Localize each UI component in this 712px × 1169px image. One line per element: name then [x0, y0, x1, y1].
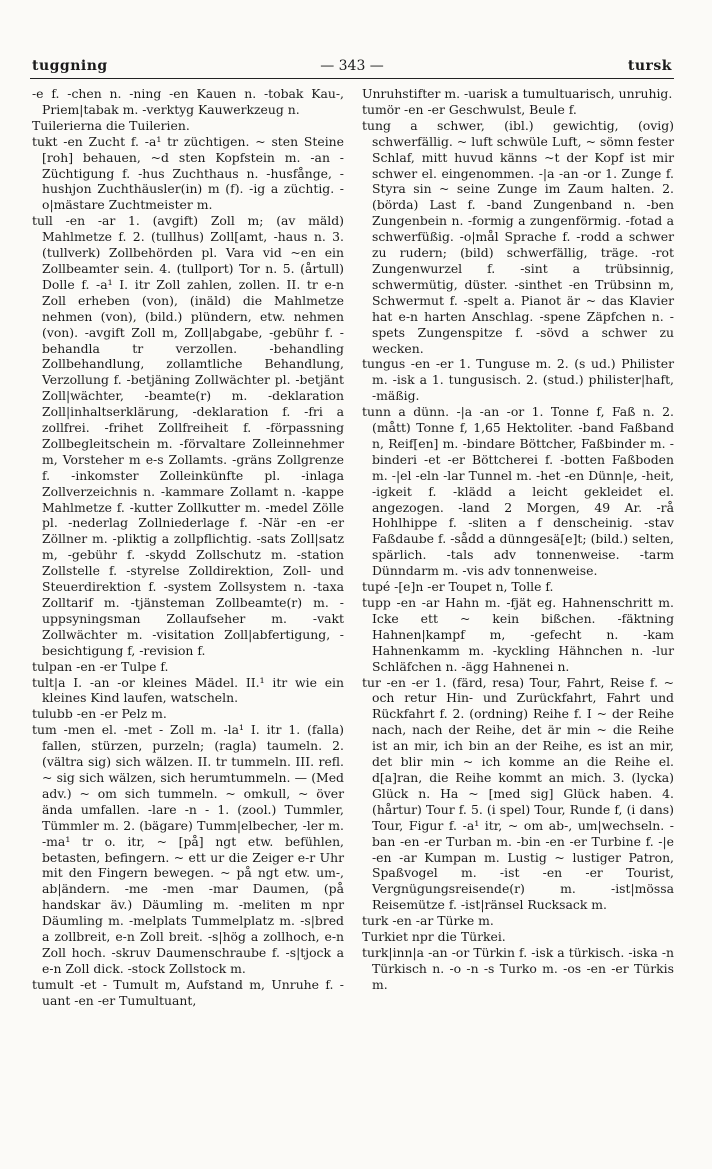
dictionary-entry: tupé -[e]n -er Toupet n, Tolle f.	[362, 579, 554, 595]
dictionary-entry: tull -en -ar 1. (avgift) Zoll m; (av mäld) Mahlmetze f. 2. (tullhus) Zoll[amt, -haus n. 3. (tullverk) Zollbehörden pl. Vara vid ~en ein Zollbeamter sein. 4. (tullport) Tor n. 5. (årtull) Dolle f. -a¹ I. itr Zoll zahlen, zollen. II. tr e-n Zoll erheben (von), (inäld) die Mahlmetze nehmen (von), (bild.) plündern, etw. nehmen (von). -avgift Zoll m, Zoll|abgabe, -gebühr f. -behandla tr verzollen. -behandling Zollbehandlung, zollamtliche Behandlung, Verzollung f. -betjäning Zollwächter pl. -betjänt Zoll|wächter, -beamte(r) m. -deklaration Zoll|inhaltserklärung, -deklaration f. -fri a zollfrei. -frihet Zollfreiheit f. -förpassning Zollbegleitschein m. -förvaltare Zolleinnehmer m, Vorsteher m e-s Zollamts. -gräns Zollgrenze f. -inkomster Zolleinkünfte pl. -inlaga Zollverzeichnis n. -kammare Zollamt n. -kappe Mahlmetze f. -kutter Zollkutter m. -medel Zölle pl. -nederlag Zollniederlage f. -När -en -er Zöllner m. -pliktig a zollpflichtig. -sats Zoll|satz m, -gebühr f. -skydd Zollschutz m. -station Zollstelle f. -styrelse Zolldirektion, Zoll- und Steuerdirektion f. -system Zollsystem n. -taxa Zolltarif m. -tjänsteman Zollbeamte(r) m. -uppsyningsman Zollaufseher m. -vakt Zollwächter m. -visitation Zoll|abfertigung, -besichtigung f, -revision f.	[32, 213, 344, 658]
dictionary-entry: tulpan -en -er Tulpe f.	[32, 658, 169, 674]
dictionary-entry: tungus -en -er 1. Tunguse m. 2. (s ud.) Philister m. -isk a 1. tungusisch. 2. (stud.) philister|haft, -mäßig.	[362, 356, 674, 404]
dictionary-entry: tupp -en -ar Hahn m. -fjät eg. Hahnenschritt m. Icke ett ~ kein bißchen. -fäktning Hahnen|kampf m, -gefecht n. -kam Hahnenkamm m. -kyckling Hähnchen n. -lur Schläfchen n. -ägg Hahnenei n.	[362, 595, 674, 674]
dictionary-entry: tult|a I. -an -or kleines Mädel. II.¹ itr wie ein kleines Kind laufen, watscheln.	[32, 674, 344, 706]
dictionary-entry: tumör -en -er Geschwulst, Beule f.	[362, 101, 577, 117]
dictionary-entry: tur -en -er 1. (färd, resa) Tour, Fahrt, Reise f. ~ och retur Hin- und Zurückfahrt, Fahrt und Rückfahrt f. 2. (ordning) Reihe f. I ~ der Reihe nach, nach der Reihe, det är min ~ die Reihe ist an mir, ich bin an der Reihe, es ist an mir, det blir min ~ ich komme an die Reihe el. d[a]ran, die Reihe kommt an mich. 3. (lycka) Glück n. Ha ~ [med sig] Glück haben. 4. (hårtur) Tour f. 5. (i spel) Tour, Runde f, (i dans) Tour, Figur f. -a¹ itr, ~ om ab-, um|wechseln. -ban -en -er Turban m. -bin -en -er Turbine f. -|e -en -ar Kumpan m. Lustig ~ lustiger Patron, Spaßvogel m. -ist -en -er Tourist, Vergnügungsreisende(r) m. -ist|mössa Reisemütze f. -ist|ränsel Rucksack m.	[362, 674, 674, 913]
left-column	[32, 86, 344, 1009]
page-number: — 343 —	[320, 58, 384, 74]
dictionary-entry: Tuilerierna die Tuilerien.	[32, 117, 190, 133]
dictionary-entry: tulubb -en -er Pelz m.	[32, 706, 167, 722]
dictionary-entry: tum -men el. -met - Zoll m. -la¹ I. itr 1. (falla) fallen, stürzen, purzeln; (ragla) taumeln. 2. (vältra sig) sich wälzen. II. tr tummeln. III. refl. ~ sig sich wälzen, sich herumtummeln. — (Med adv.) ~ om sich tummeln. ~ omkull, ~ över ända umfallen. -lare -n - 1. (zool.) Tummler, Tümmler m. 2. (bägare) Tumm|elbecher, -ler m. -ma¹ tr o. itr, ~ [på] ngt etw. befühlen, betasten, befingern. ~ ett ur die Zeiger e-r Uhr mit den Fingern bewegen. ~ på ngt etw. um-, ab|ändern. -me -men -mar Daumen, (på handskar äv.) Däumling m. -meliten m npr Däumling m. -melplats Tummelplatz m. -s|bred a zollbreit, e-n Zoll breit. -s|hög a zollhoch, e-n Zoll hoch. -skruv Daumenschraube f. -s|tjock a e-n Zoll dick. -stock Zollstock m.	[32, 722, 344, 976]
last-headword: tursk	[627, 58, 672, 74]
dictionary-entry: tung a schwer, (ibl.) gewichtig, (ovig) schwerfällig. ~ luft schwüle Luft, ~ sömn fester Schlaf, mitt huvud känns ~t der Kopf ist mir schwer el. eingenommen. -|a -an -or 1. Zunge f. Styra sin ~ seine Zunge im Zaum halten. 2. (börda) Last f. -band Zungenband n. -ben Zungenbein n. -formig a zungenförmig. -fotad a schwerfüßig. -o|mål Sprache f. -rodd a schwer zu rudern; (bild) schwerfällig, träge. -rot Zungenwurzel f. -sint a trübsinnig, schwermütig, düster. -sinthet -en Trübsinn m, Schwermut f. -spelt a. Pianot är ~ das Klavier hat e-n harten Anschlag. -spene Zäpfchen n. -spets Zungenspitze f. -sövd a schwer zu wecken.	[362, 117, 674, 356]
first-headword: tuggning	[32, 58, 108, 74]
page-header	[30, 58, 674, 79]
dictionary-entry: Turkiet npr die Türkei.	[362, 929, 506, 945]
dictionary-entry: turk -en -ar Türke m.	[362, 913, 494, 929]
dictionary-entry: tukt -en Zucht f. -a¹ tr züchtigen. ~ sten Steine [roh] behauen, ~d sten Kopfstein m. -an - Züchtigung f. -hus Zuchthaus n. -husfånge, -hushjon Zuchthäusler(in) m (f). -ig a züchtig. -o|mästare Zuchtmeister m.	[32, 133, 344, 213]
right-column	[362, 86, 674, 993]
dictionary-entry: -e f. -chen n. -ning -en Kauen n. -tobak Kau-, Priem|tabak m. -verktyg Kauwerkzeug n.	[32, 86, 344, 117]
dictionary-entry: turk|inn|a -an -or Türkin f. -isk a türkisch. -iska -n Türkisch n. -o -n -s Turko m. -os -en -er Türkis m.	[362, 944, 674, 992]
dictionary-entry: tunn a dünn. -|a -an -or 1. Tonne f, Faß n. 2. (mått) Tonne f, 1,65 Hektoliter. -band Faßband n, Reif[en] m. -bindare Böttcher, Faßbinder m. -binderi -et -er Böttcherei f. -botten Faßboden m. -|el -eln -lar Tunnel m. -het -en Dünn|e, -heit, -igkeit f. -klädd a leicht gekleidet el. angezogen. -land 2 Morgen, 49 Ar. -rå Hohlhippe f. -sliten a f denscheinig. -stav Faßdaube f. -sådd a dünngesä[e]t; (bild.) selten, spärlich. -tals adv tonnenweise. -tarm Dünndarm m. -vis adv tonnenweise.	[362, 404, 674, 579]
dictionary-entry: tumult -et - Tumult m, Aufstand m, Unruhe f. -uant -en -er Tumultuant,	[32, 976, 344, 1008]
dictionary-entry: Unruhstifter m. -uarisk a tumultuarisch, unruhig.	[362, 86, 673, 101]
